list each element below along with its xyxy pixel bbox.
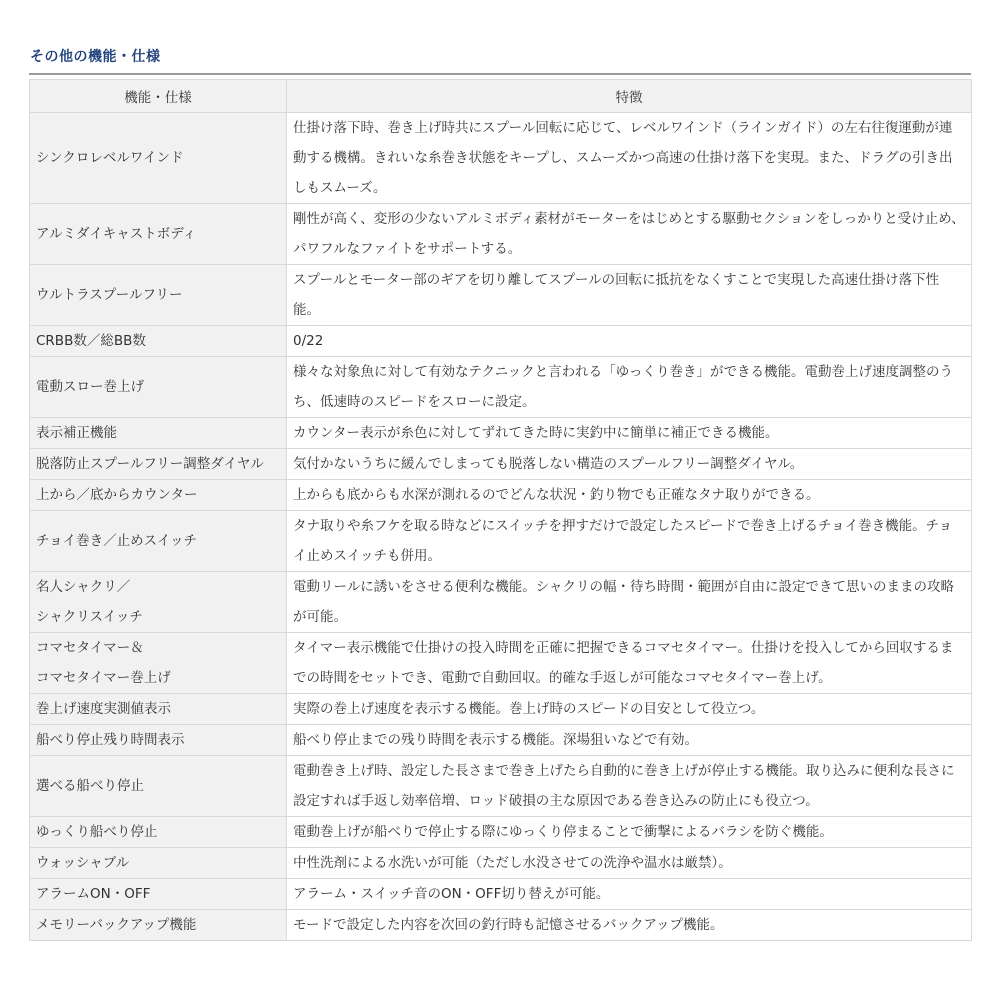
description-cell: 様々な対象魚に対して有効なテクニックと言われる「ゆっくり巻き」ができる機能。電動巻上げ速度調整のうち、低速時のスピードをスローに設定。 [287, 357, 972, 418]
feature-cell [30, 879, 287, 910]
feature-name: 表示補正機能 [36, 425, 117, 441]
feature-name: 巻上げ速度実測値表示 [36, 701, 171, 717]
feature-cell [30, 326, 287, 357]
table-row [30, 265, 972, 326]
feature-name: シンクロレベルワインド [36, 150, 184, 166]
feature-name: 脱落防止スプールフリー調整ダイヤル [36, 456, 264, 472]
description-cell: 0/22 [287, 326, 972, 357]
feature-name: シャクリスイッチ [36, 609, 143, 625]
feature-cell [30, 418, 287, 449]
feature-cell [30, 633, 287, 694]
description-cell: 仕掛け落下時、巻き上げ時共にスプール回転に応じて、レベルワインド（ラインガイド）の左右往復運動が連動する機構。きれいな糸巻き状態をキープし、スムーズかつ高速の仕掛け落下を実現。また、ドラグの引き出しもスムーズ。 [287, 113, 972, 204]
description-cell: アラーム・スイッチ音のON・OFF切り替えが可能。 [287, 879, 972, 910]
table-row [30, 848, 972, 879]
feature-cell [30, 113, 287, 204]
feature-name: アルミダイキャストボディ [36, 226, 197, 242]
feature-name: コマセタイマー巻上げ [36, 670, 171, 686]
feature-cell [30, 265, 287, 326]
table-row [30, 418, 972, 449]
table-row [30, 480, 972, 511]
description-cell: タイマー表示機能で仕掛けの投入時間を正確に把握できるコマセタイマー。仕掛けを投入してから回収するまでの時間をセットでき、電動で自動回収。的確な手返しが可能なコマセタイマー巻上げ。 [287, 633, 972, 694]
feature-name: 船べり停止残り時間表示 [36, 732, 185, 748]
description-cell: カウンター表示が糸色に対してずれてきた時に実釣中に簡単に補正できる機能。 [287, 418, 972, 449]
feature-name: ゆっくり船べり停止 [36, 824, 158, 840]
description-cell: 気付かないうちに緩んでしまっても脱落しない構造のスプールフリー調整ダイヤル。 [287, 449, 972, 480]
description-cell: 電動巻き上げ時、設定した長さまで巻き上げたら自動的に巻き上げが停止する機能。取り込みに便利な長さに設定すれば手返し効率倍増、ロッド破損の主な原因である巻き込みの防止にも役立つ。 [287, 756, 972, 817]
table-row [30, 879, 972, 910]
description-cell: 剛性が高く、変形の少ないアルミボディ素材がモーターをはじめとする駆動セクションをしっかりと受け止め、パワフルなファイトをサポートする。 [287, 204, 972, 265]
feature-cell [30, 817, 287, 848]
table-row [30, 694, 972, 725]
feature-cell [30, 357, 287, 418]
feature-name: アラームON・OFF [36, 886, 151, 902]
spec-table-body [30, 113, 972, 941]
feature-name: 選べる船べり停止 [36, 778, 144, 794]
table-row [30, 113, 972, 204]
feature-name: コマセタイマー＆ [36, 640, 144, 656]
feature-name: ウォッシャブル [36, 855, 130, 871]
description-cell: 電動巻上げが船べりで停止する際にゆっくり停まることで衝撃によるバラシを防ぐ機能。 [287, 817, 972, 848]
feature-name: CRBB数／総BB数 [36, 333, 146, 349]
table-row [30, 511, 972, 572]
title-divider [29, 73, 971, 75]
spec-table [29, 79, 972, 941]
table-row [30, 756, 972, 817]
feature-name: メモリーバックアップ機能 [36, 917, 197, 933]
feature-cell [30, 725, 287, 756]
feature-name: 電動スロー巻上げ [36, 379, 144, 395]
feature-name: 上から／底からカウンター [36, 487, 198, 503]
feature-cell [30, 848, 287, 879]
feature-cell [30, 480, 287, 511]
description-cell: スプールとモーター部のギアを切り離してスプールの回転に抵抗をなくすことで実現した高速仕掛け落下性能。 [287, 265, 972, 326]
table-row [30, 910, 972, 941]
table-row [30, 725, 972, 756]
feature-name: チョイ巻き／止めスイッチ [36, 533, 198, 549]
description-cell: 中性洗剤による水洗いが可能（ただし水没させての洗浄や温水は厳禁）。 [287, 848, 972, 879]
description-cell: モードで設定した内容を次回の釣行時も記憶させるバックアップ機能。 [287, 910, 972, 941]
feature-cell [30, 511, 287, 572]
table-row [30, 449, 972, 480]
table-row [30, 204, 972, 265]
feature-cell [30, 572, 287, 633]
description-cell: 上からも底からも水深が測れるのでどんな状況・釣り物でも正確なタナ取りができる。 [287, 480, 972, 511]
description-cell: 実際の巻上げ速度を表示する機能。巻上げ時のスピードの目安として役立つ。 [287, 694, 972, 725]
feature-name: 名人シャクリ／ [36, 579, 131, 595]
description-cell: 船べり停止までの残り時間を表示する機能。深場狙いなどで有効。 [287, 725, 972, 756]
section-title: その他の機能・仕様 [30, 49, 161, 65]
feature-cell [30, 910, 287, 941]
description-cell: タナ取りや糸フケを取る時などにスイッチを押すだけで設定したスピードで巻き上げるチョイ巻き機能。チョイ止めスイッチも併用。 [287, 511, 972, 572]
header-feature: 機能・仕様 [30, 80, 287, 113]
feature-cell [30, 204, 287, 265]
table-row [30, 572, 972, 633]
table-row [30, 326, 972, 357]
feature-cell [30, 756, 287, 817]
table-row [30, 357, 972, 418]
table-row [30, 817, 972, 848]
feature-name: ウルトラスプールフリー [36, 287, 183, 303]
header-description: 特徴 [287, 80, 972, 113]
table-header-row [30, 80, 972, 113]
description-cell: 電動リールに誘いをさせる便利な機能。シャクリの幅・待ち時間・範囲が自由に設定できて思いのままの攻略が可能。 [287, 572, 972, 633]
feature-cell [30, 694, 287, 725]
feature-cell [30, 449, 287, 480]
table-row [30, 633, 972, 694]
